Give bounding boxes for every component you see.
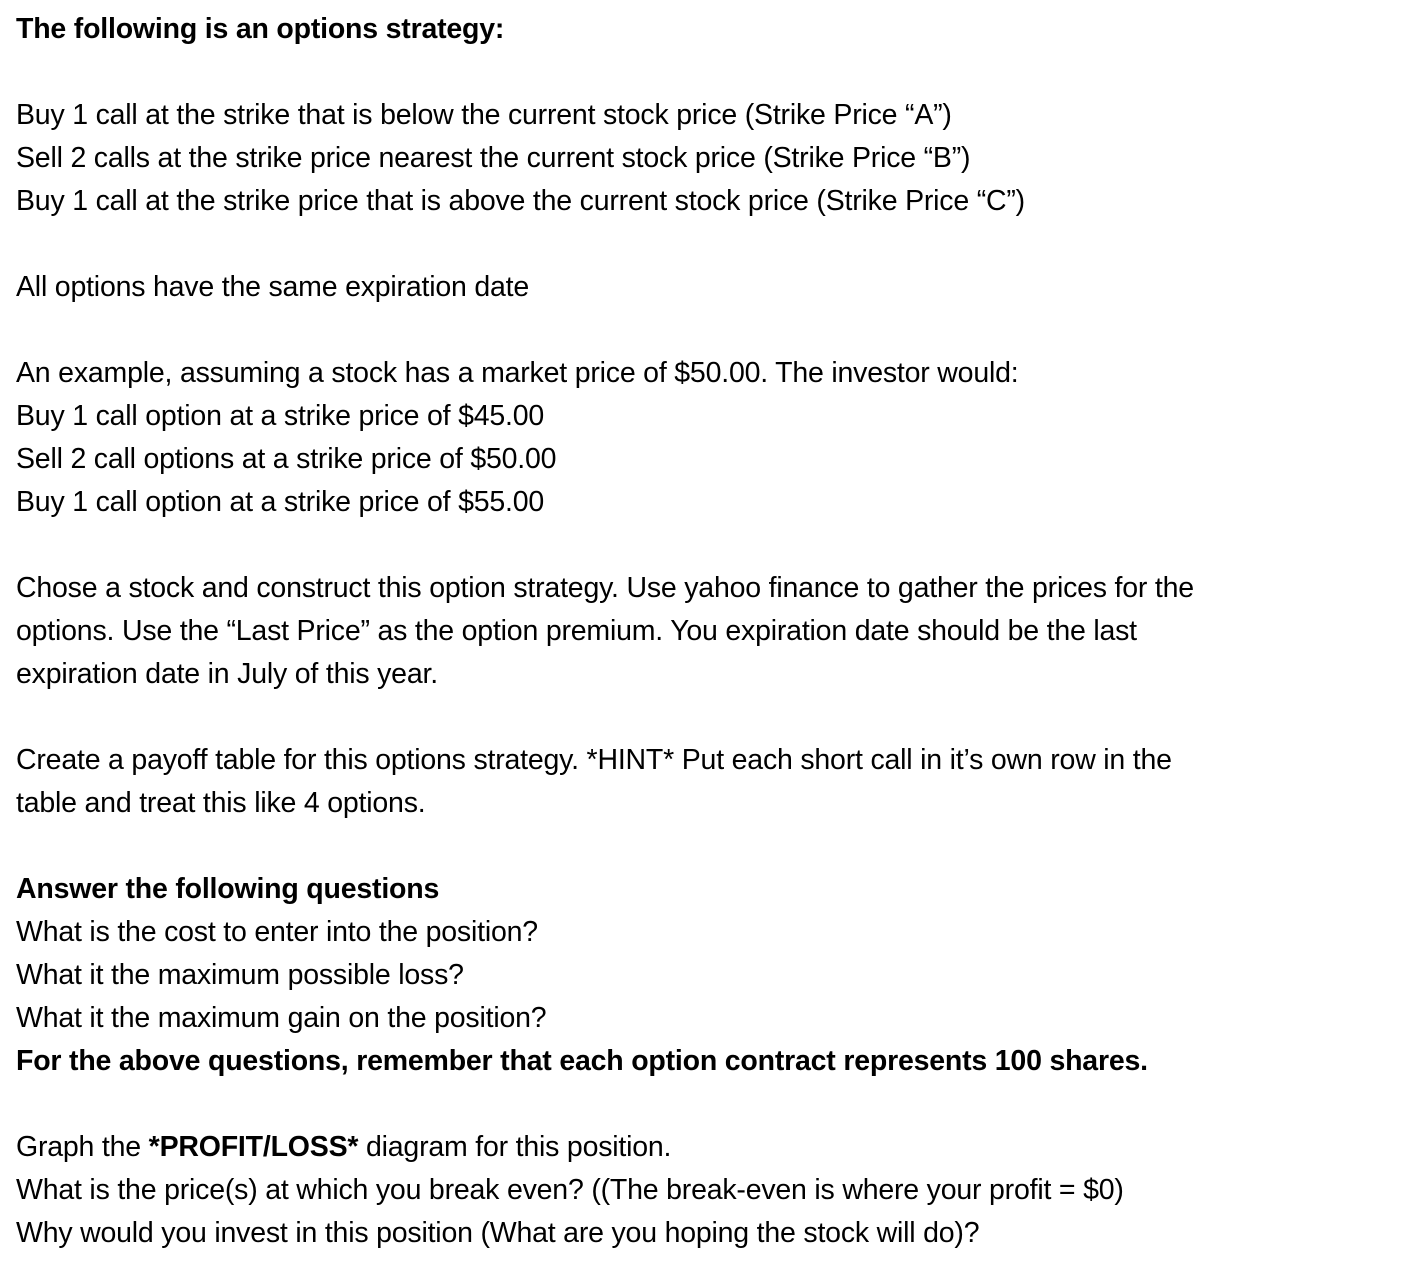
spacer (16, 1083, 1412, 1126)
spacer (16, 51, 1412, 94)
payoff-line-1: Create a payoff table for this options strategy. *HINT* Put each short call in it’s own row in the (16, 744, 1172, 776)
spacer (16, 223, 1412, 266)
strategy-line-buy-c: Buy 1 call at the strike price that is above the current stock price (Strike Price “C”) (16, 185, 1025, 217)
questions-heading: Answer the following questions (16, 873, 440, 905)
instructions-line-2: options. Use the “Last Price” as the option premium. You expiration date should be the last (16, 615, 1137, 647)
instructions-line-1: Chose a stock and construct this option strategy. Use yahoo finance to gather the prices for the (16, 572, 1194, 604)
document-body (16, 8, 1412, 1255)
strategy-line-buy-a: Buy 1 call at the strike that is below the current stock price (Strike Price “A”) (16, 99, 952, 131)
spacer (16, 309, 1412, 352)
graph-suffix: diagram for this position. (358, 1131, 672, 1163)
graph-prefix: Graph the (16, 1131, 149, 1163)
document-heading: The following is an options strategy: (16, 13, 505, 45)
questions-note: For the above questions, remember that each option contract represents 100 shares. (16, 1045, 1148, 1077)
question-why-invest: Why would you invest in this position (What are you hoping the stock will do)? (16, 1217, 980, 1249)
payoff-line-2: table and treat this like 4 options. (16, 787, 426, 819)
expiration-note: All options have the same expiration date (16, 271, 530, 303)
instructions-line-3: expiration date in July of this year. (16, 658, 438, 690)
question-break-even: What is the price(s) at which you break even? ((The break-even is where your profit = $0) (16, 1174, 1124, 1206)
example-line-sell-50: Sell 2 call options at a strike price of $50.00 (16, 443, 557, 475)
example-line-buy-55: Buy 1 call option at a strike price of $55.00 (16, 486, 545, 518)
spacer (16, 524, 1412, 567)
question-max-loss: What it the maximum possible loss? (16, 959, 464, 991)
example-line-buy-45: Buy 1 call option at a strike price of $45.00 (16, 400, 545, 432)
example-intro: An example, assuming a stock has a market price of $50.00. The investor would: (16, 357, 1019, 389)
spacer (16, 696, 1412, 739)
spacer (16, 825, 1412, 868)
graph-bold-term: *PROFIT/LOSS* (148, 1131, 359, 1163)
graph-instruction (16, 1126, 1412, 1169)
question-max-gain: What it the maximum gain on the position? (16, 1002, 547, 1034)
strategy-line-sell-b: Sell 2 calls at the strike price nearest the current stock price (Strike Price “B”) (16, 142, 971, 174)
question-cost: What is the cost to enter into the position? (16, 916, 538, 948)
